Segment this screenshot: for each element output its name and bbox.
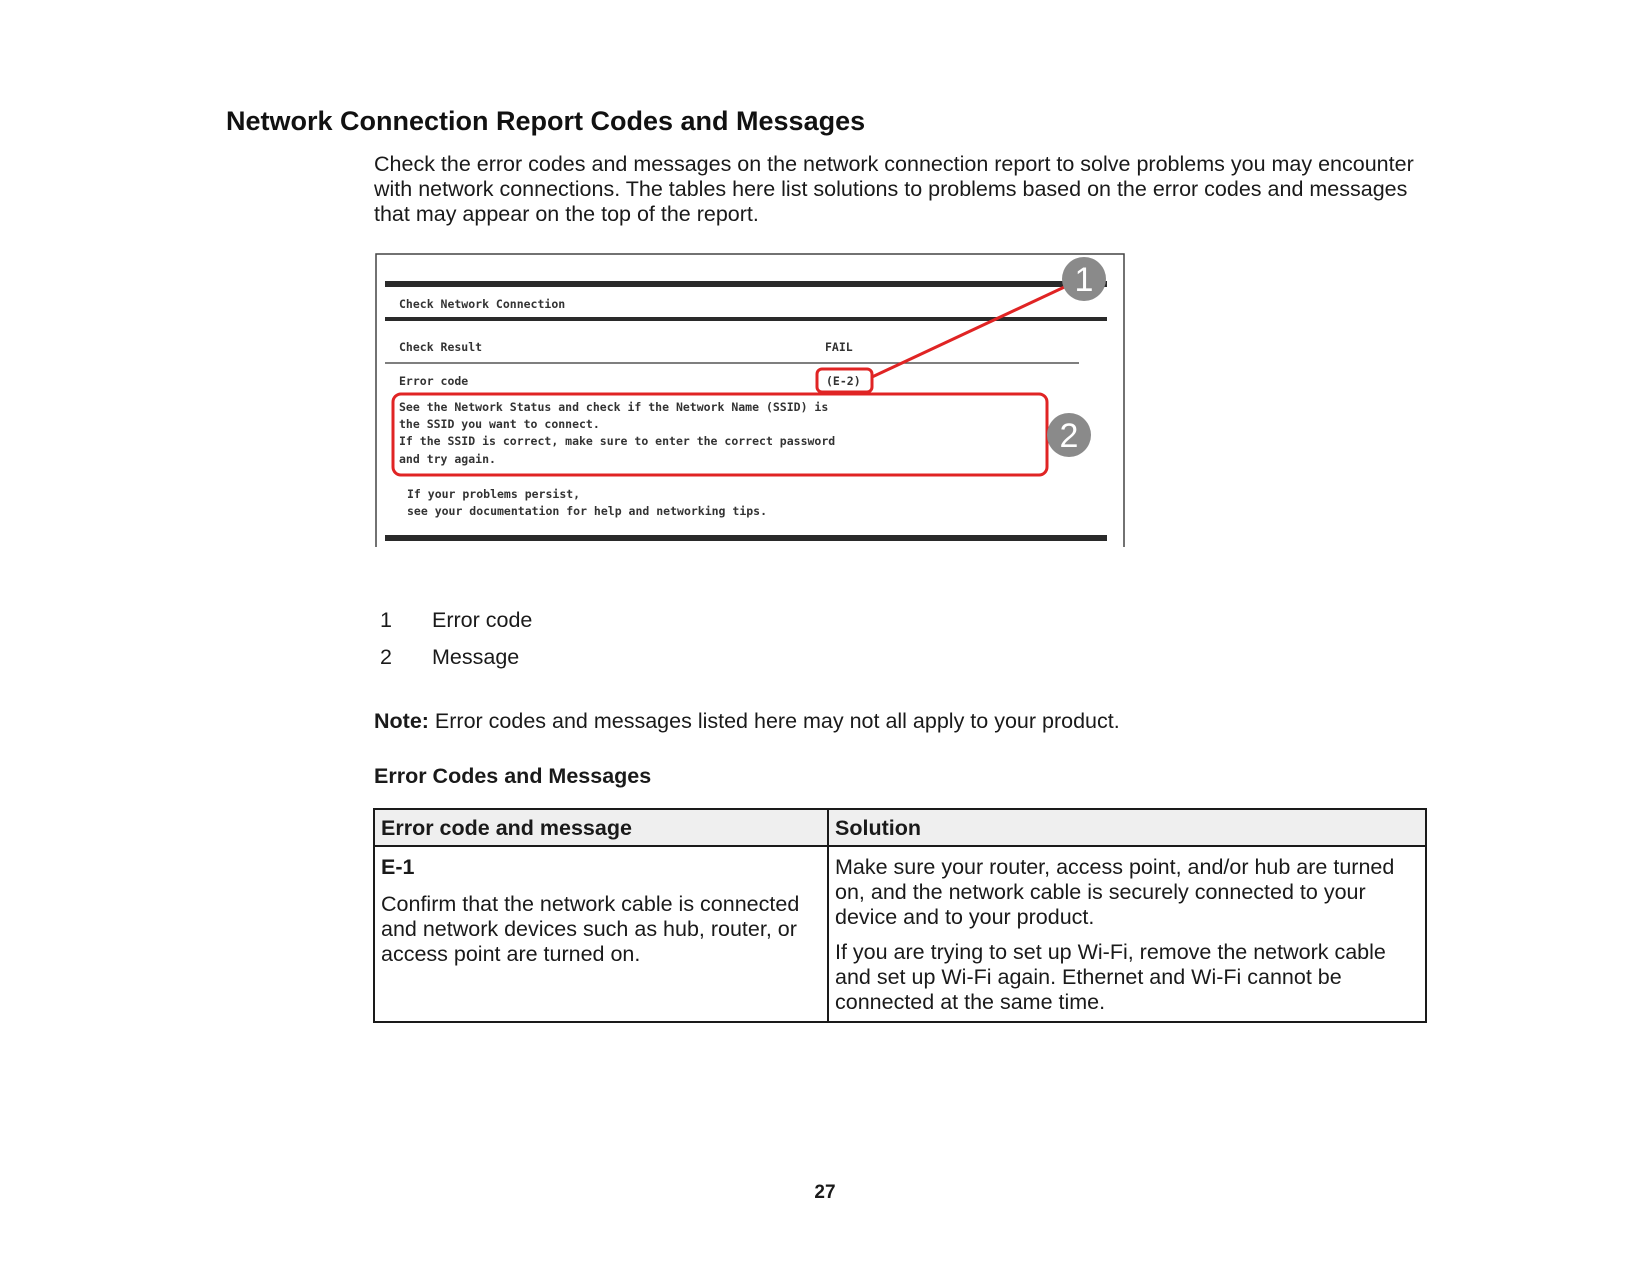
error-code: E-1 <box>381 855 415 879</box>
check-result-label: Check Result <box>399 340 483 354</box>
check-result-value: FAIL <box>825 340 853 354</box>
table-row <box>374 846 1426 1022</box>
legend-item <box>380 645 532 682</box>
report-top-rule <box>385 281 1107 287</box>
network-report-figure <box>375 253 1125 547</box>
note <box>374 709 1120 734</box>
page-number: 27 <box>814 1182 836 1203</box>
page-title: Network Connection Report Codes and Messages <box>226 106 866 136</box>
error-cell <box>374 846 828 1022</box>
section-title: Error Codes and Messages <box>374 764 652 788</box>
message-line: and try again. <box>399 452 496 466</box>
column-header-error-code: Error code and message <box>374 809 828 846</box>
solution-cell <box>828 846 1426 1022</box>
note-text: Error codes and messages listed here may not all apply to your product. <box>434 709 1120 733</box>
intro-paragraph: Check the error codes and messages on the network connection report to solve problems you may encounter with network connections. The tables here list solutions to problems based on the error codes and messages that may appear on the top of the report. <box>374 152 1414 226</box>
table-header-row <box>374 809 1426 846</box>
legend-label: Message <box>432 645 520 669</box>
solution-paragraph: If you are trying to set up Wi-Fi, remove the network cable and set up Wi-Fi again. Ethernet and Wi-Fi cannot be connected at the same time. <box>835 940 1386 1014</box>
error-code-value: (E-2) <box>826 374 861 388</box>
legend-item <box>380 608 532 645</box>
persist-line: If your problems persist, <box>407 487 581 501</box>
callout-leader-line <box>872 276 1088 377</box>
callout-2-number: 2 <box>1059 417 1079 455</box>
message-line: If the SSID is correct, make sure to enter the correct password <box>399 434 836 448</box>
error-codes-table <box>373 808 1427 1023</box>
report-illustration <box>375 253 1125 547</box>
figure-legend <box>380 608 532 682</box>
report-bottom-rule <box>385 535 1107 541</box>
note-label: Note: <box>374 709 429 733</box>
message-line: See the Network Status and check if the Network Name (SSID) is <box>399 400 829 414</box>
legend-number: 1 <box>380 608 392 632</box>
error-message: Confirm that the network cable is connected and network devices such as hub, router, or access point are turned on. <box>381 892 800 966</box>
legend-number: 2 <box>380 645 392 669</box>
report-title-text: Check Network Connection <box>399 297 566 311</box>
solution-paragraph: Make sure your router, access point, and/or hub are turned on, and the network cable is securely connected to your device and to your product. <box>835 855 1395 929</box>
persist-line: see your documentation for help and networking tips. <box>407 504 768 518</box>
column-header-solution: Solution <box>828 809 1426 846</box>
legend-label: Error code <box>432 608 533 632</box>
callout-1-number: 1 <box>1074 261 1094 299</box>
error-code-label: Error code <box>399 374 469 388</box>
message-line: the SSID you want to connect. <box>399 417 600 431</box>
